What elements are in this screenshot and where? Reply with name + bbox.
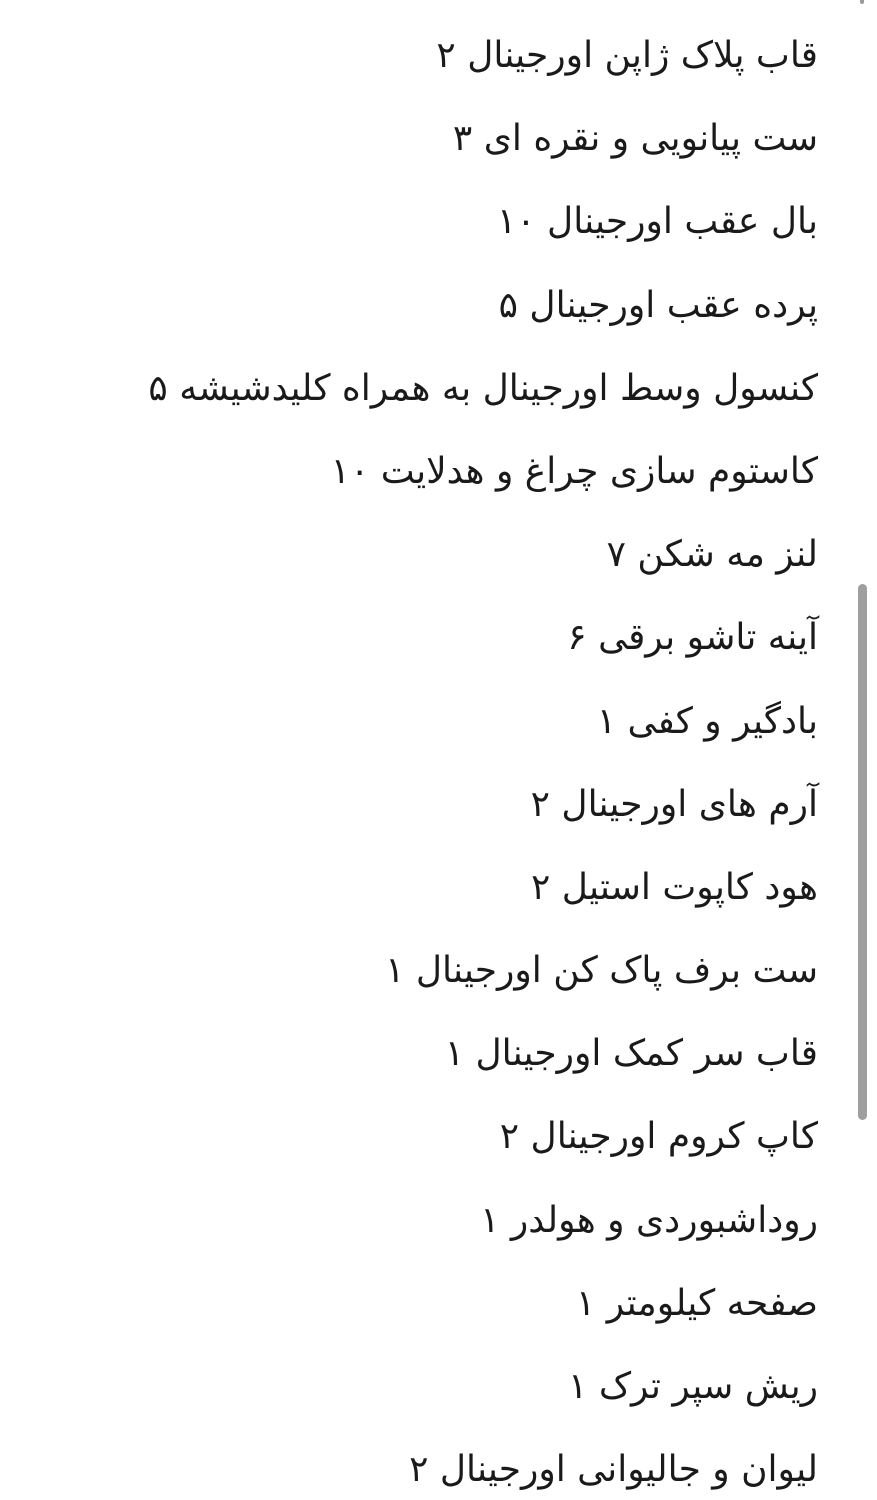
list-item: بادگیر و کفی ۱ [596, 700, 818, 742]
list-item: قاب پلاک ژاپن اورجینال ۲ [436, 35, 818, 76]
top-edge-mark [860, 0, 864, 4]
list-item: ریش سپر ترک ۱ [568, 1366, 818, 1407]
list-item: کنسول وسط اورجینال به همراه کلیدشیشه ۵ [148, 367, 818, 409]
list-item: کاستوم سازی چراغ و هدلایت ۱۰ [330, 450, 818, 492]
list-item: پرده عقب اورجینال ۵ [498, 284, 818, 326]
scrollbar-thumb[interactable] [858, 584, 867, 1120]
list-item: آرم های اورجینال ۲ [530, 783, 818, 825]
list-item: لنز مه شکن ۷ [606, 534, 818, 576]
list-item: روداشبوردی و هولدر ۱ [480, 1199, 818, 1241]
list-item: هود کاپوت استیل ۲ [530, 866, 818, 908]
list-item: آینه تاشو برقی ۶ [567, 617, 818, 659]
list-item: کاپ کروم اورجینال ۲ [499, 1116, 818, 1158]
list-item: بال عقب اورجینال ۱۰ [496, 201, 818, 243]
list-item: لیوان و جالیوانی اورجینال ۲ [409, 1449, 818, 1491]
list-item: ست پیانویی و نقره ای ۳ [452, 118, 818, 160]
list-item: قاب سر کمک اورجینال ۱ [444, 1033, 818, 1075]
list-item: ست برف پاک کن اورجینال ۱ [385, 950, 818, 992]
list-item: صفحه کیلومتر ۱ [575, 1282, 818, 1324]
